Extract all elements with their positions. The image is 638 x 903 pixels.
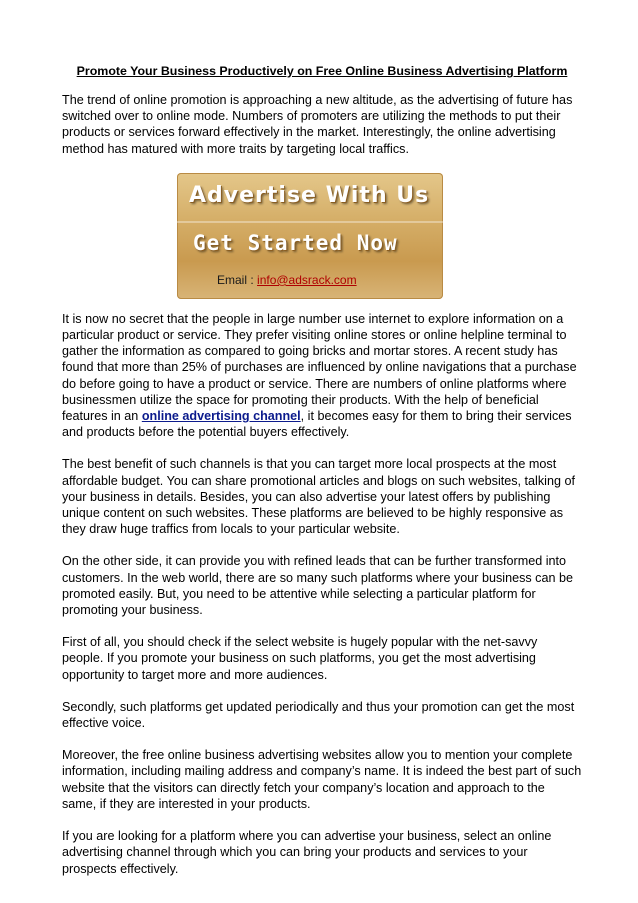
advertise-banner-image[interactable] <box>177 173 443 299</box>
page-title: Promote Your Business Productively on Free Online Business Advertising Platform <box>76 64 568 78</box>
online-advertising-channel-link[interactable]: online advertising channel <box>141 409 301 424</box>
banner-email <box>217 273 357 287</box>
banner-email-label: Email : <box>217 272 254 287</box>
paragraph-5: First of all, you should check if the select website is hugely popular with the net-savvy people. If you promote your business on such platforms, you get the most advertising opportunity to target more and more audiences. <box>62 635 538 682</box>
intro-paragraph: The trend of online promotion is approaching a new altitude, as the advertising of future has switched over to online mode. Numbers of promoters are utilizing the methods to put their products or services forward effectively in the market. Interestingly, the online advertising method has matured with more traits by targeting local traffics. <box>62 93 573 156</box>
paragraph-4: On the other side, it can provide you with refined leads that can be further transformed into customers. In the web world, there are so many such platforms where your business can be promoted easily. But, you need to be attentive while selecting a particular platform for promoting your business. <box>62 554 573 618</box>
paragraph-2 <box>62 311 582 441</box>
paragraph-2-text-b: , it becomes easy for them to bring their services and products before the potential buyers effectively. <box>62 409 572 440</box>
banner-cta: Get Started Now <box>193 230 398 255</box>
banner-container <box>62 173 582 307</box>
paragraph-8: If you are looking for a platform where you can advertise your business, select an online advertising channel through which you can bring your products and services to your prospects effectively. <box>62 829 552 876</box>
paragraph-2-text-a: It is now no secret that the people in large number use internet to explore information on a particular product or service. They prefer visiting online stores or online helpline terminal to gather the information as compared to going bricks and mortar stores. A recent study has found that more than 25% of purchases are influenced by online navigations that a purchase do before going to have a product or service. There are numbers of online platforms where businessmen utilize the space for promoting their products. With the help of beneficial features in an <box>62 311 577 424</box>
banner-divider <box>177 221 443 223</box>
paragraph-7: Moreover, the free online business advertising websites allow you to mention your complete information, including mailing address and company’s name. It is indeed the best part of such website that the visitors can directly fetch your company’s location and approach to the same, if they are interested in your products. <box>62 748 582 811</box>
document-page <box>62 63 582 893</box>
paragraph-6: Secondly, such platforms get updated periodically and thus your promotion can get the most effective voice. <box>62 699 575 731</box>
banner-email-address[interactable]: info@adsrack.com <box>257 272 357 287</box>
banner-headline: Advertise With Us <box>189 182 430 208</box>
paragraph-3: The best benefit of such channels is that you can target more local prospects at the most affordable budget. You can share promotional articles and blogs on such websites, talking of your business in details. Besides, you can also advertise your latest offers by publishing unique content on such websites. These platforms are believed to be highly responsive as they draw huge traffics from locals to your particular website. <box>62 457 575 537</box>
